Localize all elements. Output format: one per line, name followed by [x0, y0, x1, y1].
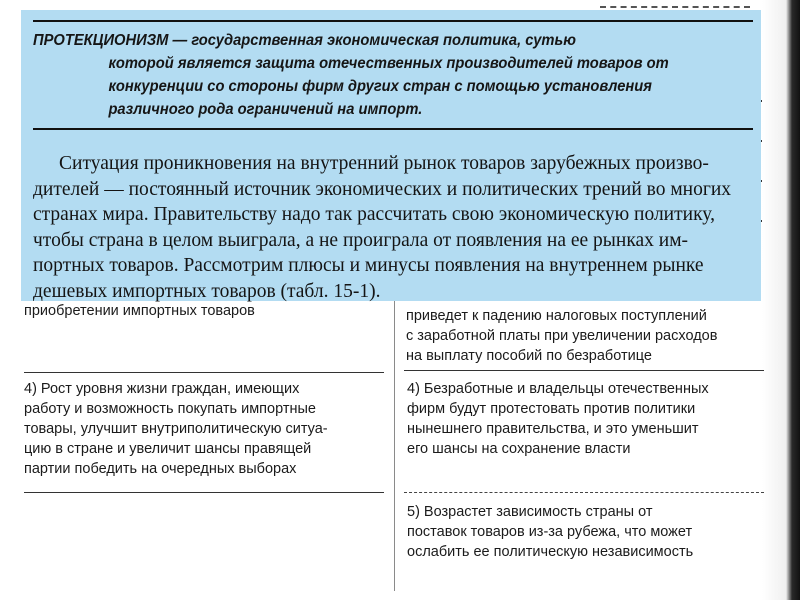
cell-line: его шансы на сохранение власти: [407, 441, 631, 457]
table-row-divider: [404, 492, 764, 494]
cell-line: нынешнего правительства, и это уменьшит: [407, 421, 699, 437]
paragraph-line: дешевых импортных товаров (табл. 15-1).: [33, 280, 381, 302]
cell-line: 4) Безработные и владельцы отечественных: [407, 381, 709, 397]
table-row-divider: [404, 370, 764, 371]
definition-line: ПРОТЕКЦИОНИЗМ — государственная экономическая политика, сутью: [33, 32, 576, 49]
definition-line: которой является защита отечественных производителей товаров от: [108, 55, 669, 72]
cell-line: работу и возможность покупать импортные: [24, 401, 316, 417]
cell-line: цию в стране и увеличит шансы правящей: [24, 441, 312, 457]
table-cell-left-1: [24, 301, 255, 321]
cell-line: фирм будут протестовать против политики: [407, 401, 696, 417]
table-row-divider: [24, 492, 384, 493]
table-column-divider: [394, 301, 395, 591]
paragraph-line: странах мира. Правительству надо так рассчитать свою экономическую политику,: [33, 204, 715, 225]
definition-line: различного рода ограничений на импорт.: [108, 101, 423, 118]
table-cell-right-2: [407, 379, 709, 459]
cell-line: приведет к падению налоговых поступлений: [406, 308, 707, 324]
cell-line: поставок товаров из-за рубежа, что может: [407, 524, 693, 540]
cell-line: 4) Рост уровня жизни граждан, имеющих: [24, 381, 300, 397]
table-cell-right-1: [406, 306, 717, 366]
cell-line: партии победить на очередных выборах: [24, 461, 297, 477]
cell-line: на выплату пособий по безработице: [406, 348, 652, 364]
protectionism-definition: [33, 29, 684, 121]
bottom-rule: [33, 128, 753, 130]
cell-line: приобретении импортных товаров: [24, 303, 255, 319]
scan-right-edge: [762, 0, 800, 600]
cell-line: с заработной платы при увеличении расходов: [406, 328, 718, 344]
cell-line: 5) Возрастет зависимость страны от: [407, 504, 653, 520]
cell-line: товары, улучшит внутриполитическую ситуа-: [24, 421, 328, 437]
table-row-divider: [24, 372, 384, 373]
paragraph-line: чтобы страна в целом выиграла, а не проиграла от появления на ее рынках им-: [33, 229, 689, 251]
paragraph-line: портных товаров. Рассмотрим плюсы и минусы появления на внутреннем рынке: [33, 255, 704, 276]
definition-line: конкуренции со стороны фирм других стран с помощью установления: [108, 78, 652, 95]
paragraph-line: Ситуация проникновения на внутренний рынок товаров зарубежных произво-: [59, 153, 709, 174]
paragraph-line: дителей — постоянный источник экономических и политических трений во многих: [33, 178, 732, 200]
table-cell-right-3: [407, 502, 693, 562]
definition-highlight-box: [21, 10, 761, 301]
top-rule: [33, 20, 753, 22]
intro-paragraph: [33, 151, 749, 304]
cell-line: ослабить ее политическую независимость: [407, 544, 694, 560]
table-cell-left-2: [24, 379, 328, 479]
